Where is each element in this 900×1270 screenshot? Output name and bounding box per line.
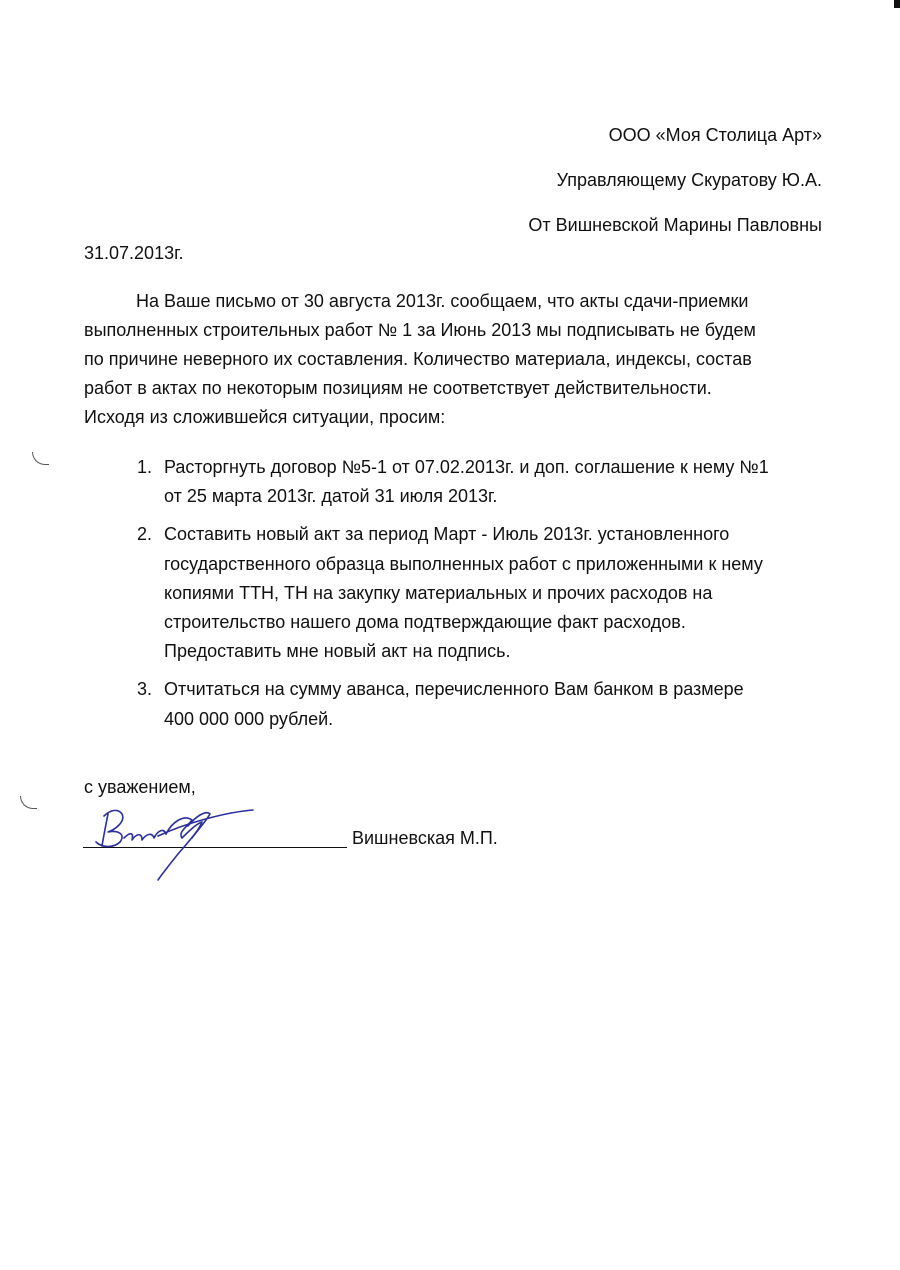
list-item-line: копиями ТТН, ТН на закупку материальных и прочих расходов на: [164, 582, 713, 603]
body-line: работ в актах по некоторым позициям не соответствует действительности.: [84, 378, 712, 398]
list-item-line: 400 000 000 рублей.: [164, 708, 334, 729]
request-list: [137, 453, 827, 743]
letter-date: 31.07.2013г.: [84, 243, 184, 263]
signer-name: Вишневская М.П.: [352, 828, 498, 848]
list-item-line: Расторгнуть договор №5-1 от 07.02.2013г. и доп. соглашение к нему №1: [164, 457, 769, 477]
recipient-name: Управляющему Скуратову Ю.А.: [556, 170, 822, 190]
closing-phrase: с уважением,: [84, 777, 196, 797]
body-line: На Ваше письмо от 30 августа 2013г. сообщаем, что акты сдачи-приемки: [136, 291, 749, 311]
list-item: [137, 675, 827, 733]
list-item-number: 3.: [137, 679, 153, 700]
sender-name: От Вишневской Марины Павловны: [528, 215, 822, 235]
list-item: [137, 520, 827, 666]
handwritten-signature: [88, 802, 258, 887]
list-item-number: 1.: [137, 457, 153, 477]
letter-body: [84, 287, 824, 432]
company-name: ООО «Моя Столица Арт»: [608, 125, 822, 145]
scan-edge-mark: [894, 0, 900, 8]
list-item-line: Отчитаться на сумму аванса, перечисленного Вам банком в размере: [164, 679, 744, 700]
punch-hole-mark: [20, 796, 37, 809]
list-item-number: 2.: [137, 524, 153, 545]
list-item-line: государственного образца выполненных работ с приложенными к нему: [164, 553, 763, 574]
list-item-line: от 25 марта 2013г. датой 31 июля 2013г.: [164, 486, 498, 507]
punch-hole-mark: [32, 452, 49, 465]
body-line: Исходя из сложившейся ситуации, просим:: [84, 407, 446, 427]
list-item-line: Предоставить мне новый акт на подпись.: [164, 641, 511, 662]
body-line: выполненных строительных работ № 1 за Июнь 2013 мы подписывать не будем: [84, 320, 756, 340]
list-item: [137, 453, 827, 511]
addressee-block: [528, 113, 822, 248]
body-line: по причине неверного их составления. Количество материала, индексы, состав: [84, 349, 752, 369]
list-item-line: Составить новый акт за период Март - Июль 2013г. установленного: [164, 524, 730, 545]
list-item-line: строительство нашего дома подтверждающие факт расходов.: [164, 612, 686, 633]
